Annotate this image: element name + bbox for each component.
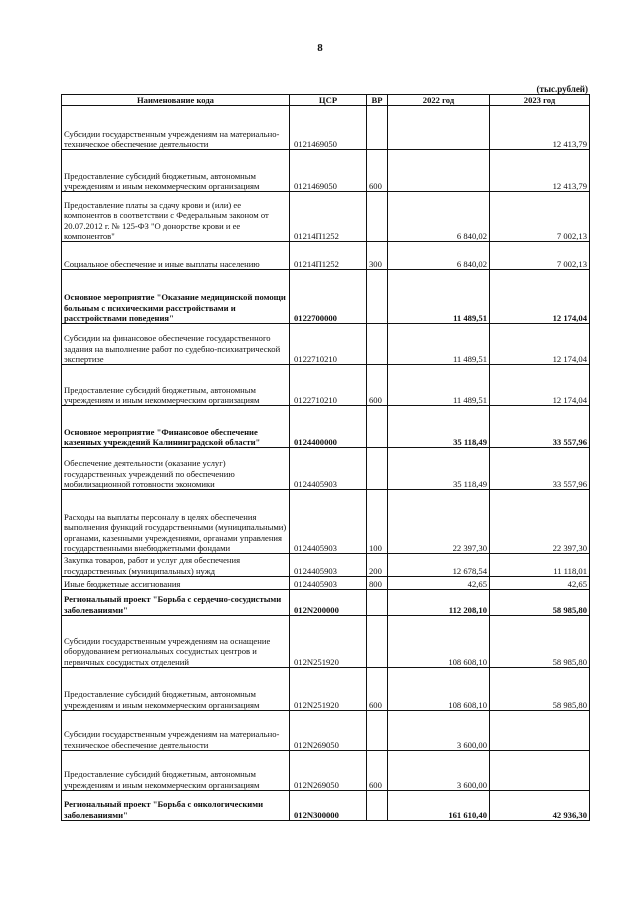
table-row <box>62 577 590 590</box>
row-csr-cell: 012N251920 <box>290 668 367 711</box>
row-2022-cell: 3 600,00 <box>388 751 490 791</box>
table-row <box>62 448 590 490</box>
row-name-cell: Обеспечение деятельности (оказание услуг) государственных учреждений по обеспечению мобилизационной готовности экономики <box>62 448 290 490</box>
row-csr-cell: 0124405903 <box>290 577 367 590</box>
row-name-cell: Субсидии государственным учреждениям на оснащение оборудованием региональных сосудистых центров и первичных сосудистых отделений <box>62 616 290 668</box>
row-2023-cell: 22 397,30 <box>490 490 590 554</box>
row-vr-cell: 600 <box>367 365 388 406</box>
row-2022-cell: 22 397,30 <box>388 490 490 554</box>
row-csr-cell: 01214П1252 <box>290 192 367 242</box>
row-csr-cell: 0122710210 <box>290 365 367 406</box>
row-csr-cell: 0124405903 <box>290 554 367 577</box>
row-name-cell: Основное мероприятие "Финансовое обеспечение казенных учреждений Калининградской области" <box>62 406 290 448</box>
row-csr-cell: 0124400000 <box>290 406 367 448</box>
table-row <box>62 406 590 448</box>
row-csr-cell: 0124405903 <box>290 448 367 490</box>
row-2023-cell: 33 557,96 <box>490 448 590 490</box>
row-2022-cell: 35 118,49 <box>388 448 490 490</box>
row-2022-cell: 108 608,10 <box>388 668 490 711</box>
row-2023-cell: 42,65 <box>490 577 590 590</box>
row-2023-cell: 12 174,04 <box>490 270 590 324</box>
row-name-cell: Субсидии на финансовое обеспечение государственного задания на выполнение работ по судебно-психиатрической экспертизе <box>62 324 290 365</box>
row-csr-cell: 0121469050 <box>290 106 367 150</box>
header-2023: 2023 год <box>490 95 590 106</box>
row-2022-cell: 3 600,00 <box>388 711 490 751</box>
row-2023-cell: 33 557,96 <box>490 406 590 448</box>
table-row <box>62 554 590 577</box>
row-vr-cell: 300 <box>367 242 388 270</box>
row-vr-cell <box>367 406 388 448</box>
budget-table <box>61 94 590 821</box>
row-2023-cell: 58 985,80 <box>490 616 590 668</box>
row-csr-cell: 012N269050 <box>290 711 367 751</box>
row-2023-cell: 42 936,30 <box>490 791 590 821</box>
row-2023-cell <box>490 751 590 791</box>
row-vr-cell: 600 <box>367 751 388 791</box>
row-name-cell: Субсидии государственным учреждениям на материально-техническое обеспечение деятельности <box>62 106 290 150</box>
row-name-cell: Предоставление платы за сдачу крови и (или) ее компонентов в соответствии с Федеральным законом от 20.07.2012 г. № 125-ФЗ "О донорстве крови и ее компонентов" <box>62 192 290 242</box>
row-vr-cell <box>367 192 388 242</box>
row-name-cell: Расходы на выплаты персоналу в целях обеспечения выполнения функций государственными (муниципальными) органами, казенными учреждениями, органами управления государственными внебюджетными фондами <box>62 490 290 554</box>
table-row <box>62 192 590 242</box>
table-row <box>62 106 590 150</box>
row-vr-cell <box>367 270 388 324</box>
row-name-cell: Основное мероприятие "Оказание медицинской помощи больным с психическими расстройствами и расстройствами поведения" <box>62 270 290 324</box>
row-2023-cell: 7 002,13 <box>490 242 590 270</box>
row-2023-cell: 12 174,04 <box>490 324 590 365</box>
row-vr-cell <box>367 590 388 616</box>
table-row <box>62 668 590 711</box>
row-2023-cell: 11 118,01 <box>490 554 590 577</box>
row-vr-cell <box>367 324 388 365</box>
row-csr-cell: 0122710210 <box>290 324 367 365</box>
header-name: Наименование кода <box>62 95 290 106</box>
row-2022-cell: 11 489,51 <box>388 324 490 365</box>
page-number: 8 <box>317 42 323 54</box>
row-name-cell: Социальное обеспечение и иные выплаты населению <box>62 242 290 270</box>
table-row <box>62 751 590 791</box>
row-vr-cell <box>367 616 388 668</box>
row-2023-cell: 58 985,80 <box>490 590 590 616</box>
row-2022-cell <box>388 150 490 192</box>
row-2023-cell: 7 002,13 <box>490 192 590 242</box>
row-2022-cell <box>388 106 490 150</box>
header-vr: ВР <box>367 95 388 106</box>
row-name-cell: Иные бюджетные ассигнования <box>62 577 290 590</box>
row-csr-cell: 0124405903 <box>290 490 367 554</box>
row-vr-cell <box>367 791 388 821</box>
row-2023-cell: 12 413,79 <box>490 106 590 150</box>
row-vr-cell: 600 <box>367 668 388 711</box>
row-2022-cell: 11 489,51 <box>388 365 490 406</box>
row-2022-cell: 112 208,10 <box>388 590 490 616</box>
row-vr-cell: 800 <box>367 577 388 590</box>
row-name-cell: Региональный проект "Борьба с онкологическими заболеваниями" <box>62 791 290 821</box>
row-name-cell: Субсидии государственным учреждениям на материально-техническое обеспечение деятельности <box>62 711 290 751</box>
row-csr-cell: 012N300000 <box>290 791 367 821</box>
table-row <box>62 270 590 324</box>
row-2023-cell: 12 174,04 <box>490 365 590 406</box>
row-csr-cell: 0121469050 <box>290 150 367 192</box>
row-vr-cell: 600 <box>367 150 388 192</box>
row-name-cell: Закупка товаров, работ и услуг для обеспечения государственных (муниципальных) нужд <box>62 554 290 577</box>
table-row <box>62 150 590 192</box>
table-row <box>62 365 590 406</box>
table-row <box>62 791 590 821</box>
table-row <box>62 490 590 554</box>
row-2022-cell: 161 610,40 <box>388 791 490 821</box>
row-vr-cell: 200 <box>367 554 388 577</box>
unit-label: (тыс.рублей) <box>536 84 588 94</box>
table-row <box>62 590 590 616</box>
table-row <box>62 616 590 668</box>
row-name-cell: Региональный проект "Борьба с сердечно-сосудистыми заболеваниями" <box>62 590 290 616</box>
row-2022-cell: 42,65 <box>388 577 490 590</box>
row-2022-cell: 6 840,02 <box>388 242 490 270</box>
row-vr-cell: 100 <box>367 490 388 554</box>
row-csr-cell: 012N269050 <box>290 751 367 791</box>
row-2022-cell: 12 678,54 <box>388 554 490 577</box>
row-2022-cell: 108 608,10 <box>388 616 490 668</box>
row-2023-cell <box>490 711 590 751</box>
row-csr-cell: 012N200000 <box>290 590 367 616</box>
row-name-cell: Предоставление субсидий бюджетным, автономным учреждениям и иным некоммерческим организациям <box>62 150 290 192</box>
row-csr-cell: 012N251920 <box>290 616 367 668</box>
row-csr-cell: 0122700000 <box>290 270 367 324</box>
row-2022-cell: 6 840,02 <box>388 192 490 242</box>
row-vr-cell <box>367 106 388 150</box>
header-2022: 2022 год <box>388 95 490 106</box>
row-vr-cell <box>367 448 388 490</box>
row-2023-cell: 12 413,79 <box>490 150 590 192</box>
row-name-cell: Предоставление субсидий бюджетным, автономным учреждениям и иным некоммерческим организациям <box>62 668 290 711</box>
table-row <box>62 242 590 270</box>
row-csr-cell: 01214П1252 <box>290 242 367 270</box>
row-2022-cell: 11 489,51 <box>388 270 490 324</box>
row-name-cell: Предоставление субсидий бюджетным, автономным учреждениям и иным некоммерческим организациям <box>62 751 290 791</box>
row-vr-cell <box>367 711 388 751</box>
row-name-cell: Предоставление субсидий бюджетным, автономным учреждениям и иным некоммерческим организациям <box>62 365 290 406</box>
table-row <box>62 711 590 751</box>
header-csr: ЦСР <box>290 95 367 106</box>
row-2023-cell: 58 985,80 <box>490 668 590 711</box>
row-2022-cell: 35 118,49 <box>388 406 490 448</box>
table-header-row <box>62 95 590 106</box>
table-row <box>62 324 590 365</box>
